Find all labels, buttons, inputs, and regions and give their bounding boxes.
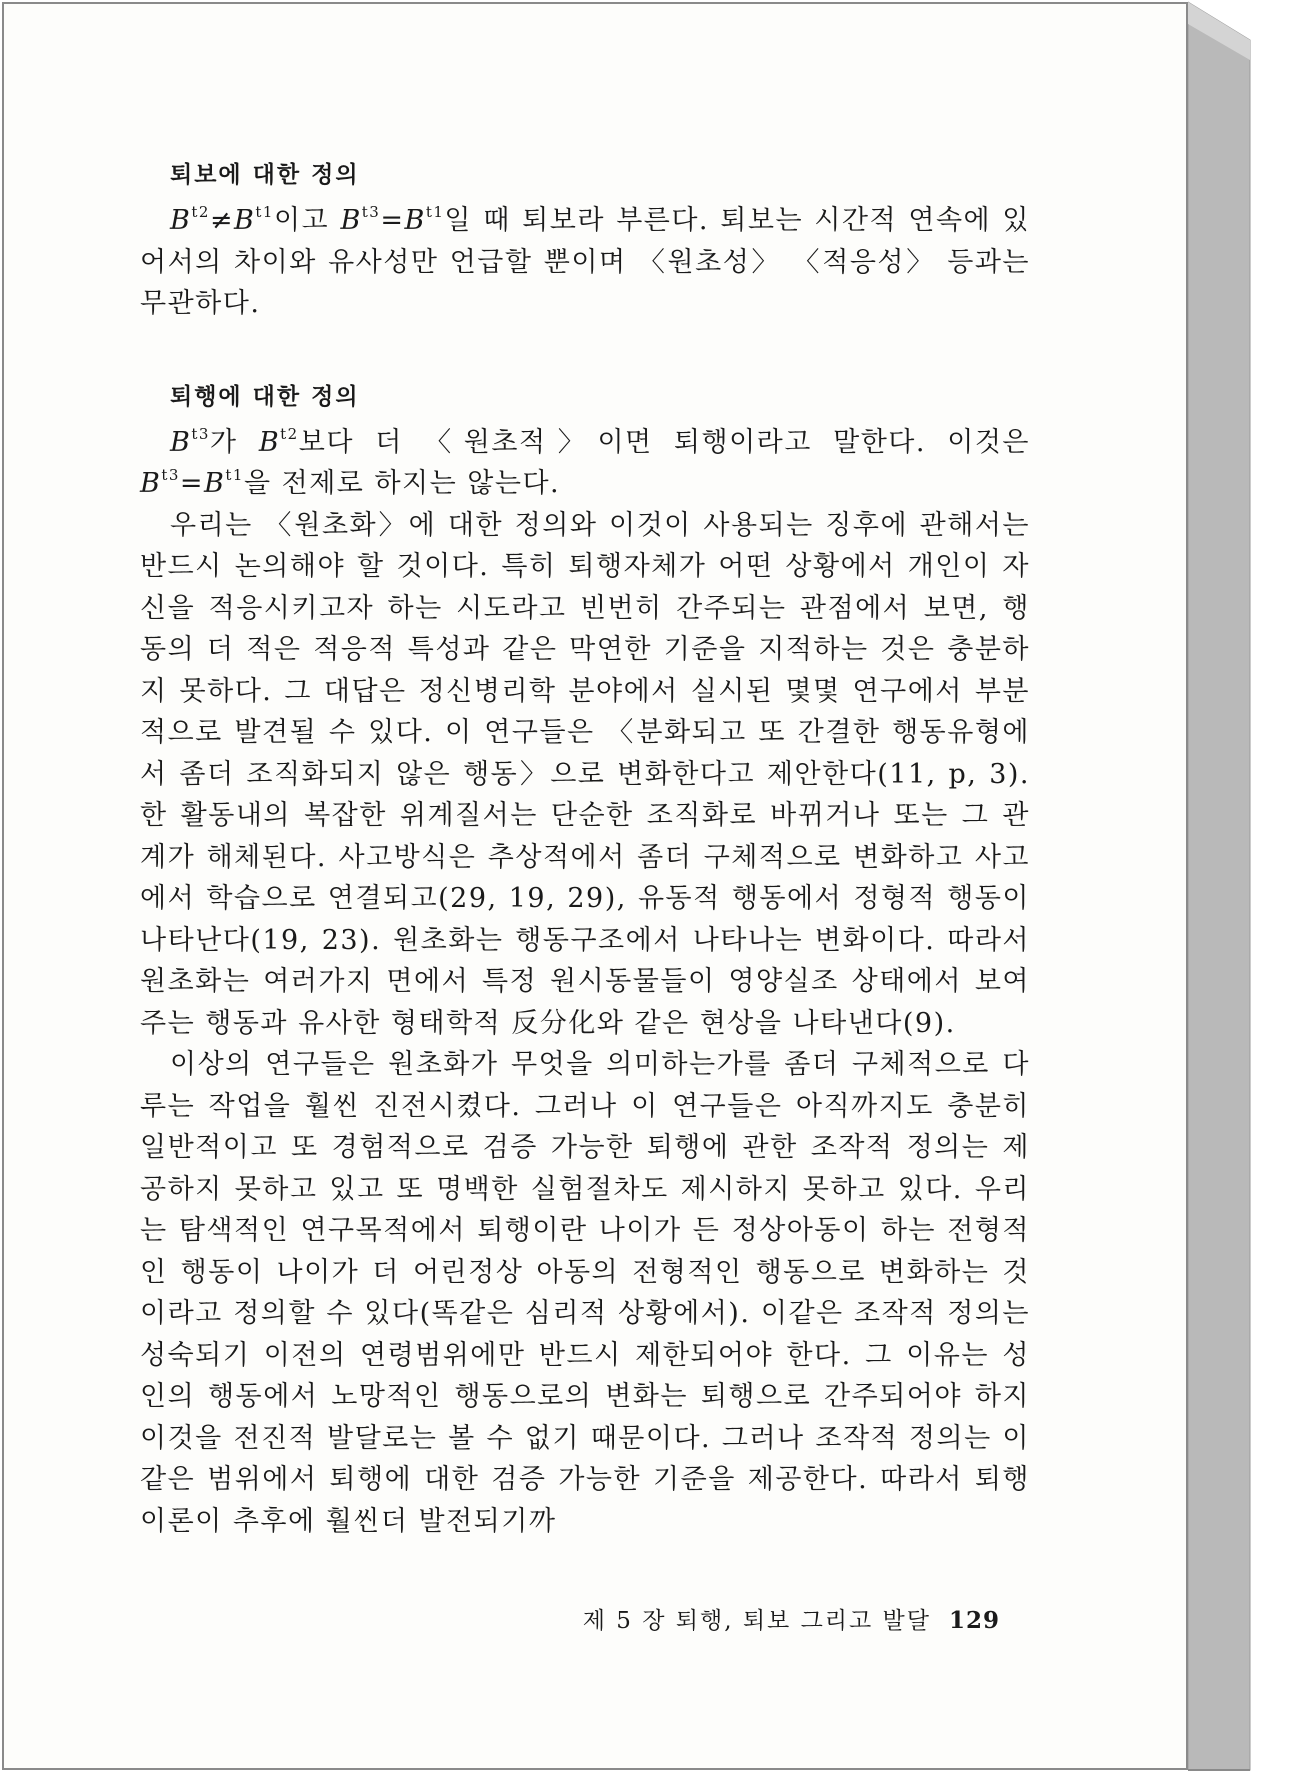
- section-heading-retrogression: 퇴행에 대한 정의: [170, 383, 360, 410]
- section-gap: [140, 325, 1030, 380]
- page-footer: [583, 1602, 1000, 1635]
- running-footer-chapter: 제 5 장 퇴행, 퇴보 그리고 발달: [582, 1608, 931, 1634]
- definition-regression: $B^{t2}\ne B^{t1}$이고 $B^{t3}=B^{t1}$일 때 퇴보라 부른다. 퇴보는 시간적 연속에 있어서의 차이와 유사성만 언급할 뿐이며 〈원초성〉 〈적응성〉 등과는 무관하다.: [140, 203, 1031, 319]
- page-number: 129: [948, 1607, 1000, 1634]
- book-side-edge: [1188, 0, 1288, 1773]
- section-heading-regression: 퇴보에 대한 정의: [170, 162, 360, 188]
- paragraph-studies: 이상의 연구들은 원초화가 무엇을 의미하는가를 좀더 구체적으로 다루는 작업을 훨씬 진전시켰다. 그러나 이 연구들은 아직까지도 충분히 일반적이고 또 경험적으로 검증 가능한 퇴행에 관한 조작적 정의는 제공하지 못하고 있고 또 명백한 실험절차도 제시하지 못하고 있다. 우리는 탐색적인 연구목적에서 퇴행이란 나이가 든 정상아동이 하는 전형적인 행동이 나이가 더 어린정상 아동의 전형적인 행동으로 변화하는 것이라고 정의할 수 있다(똑같은 심리적 상황에서). 이같은 조작적 정의는 성숙되기 이전의 연령범위에만 반드시 제한되어야 한다. 그 이유는 성인의 행동에서 노망적인 행동으로의 변화는 퇴행으로 간주되어야 하지 이것을 전진적 발달로는 볼 수 없기 때문이다. 그러나 조작적 정의는 이같은 범위에서 퇴행에 대한 검증 가능한 기준을 제공한다. 따라서 퇴행이론이 추후에 훨씬더 발전되기까: [140, 1049, 1030, 1537]
- paragraph-primitivization: 우리는 〈원초화〉에 대한 정의와 이것이 사용되는 징후에 관해서는 반드시 논의해야 할 것이다. 특히 퇴행자체가 어떤 상황에서 개인이 자신을 적응시키고자 하는 시도라고 빈번히 간주되는 관점에서 보면, 행동의 더 적은 적응적 특성과 같은 막연한 기준을 지적하는 것은 충분하지 못하다. 그 대답은 정신병리학 분야에서 실시된 몇몇 연구에서 부분적으로 발견될 수 있다. 이 연구들은 〈분화되고 또 간결한 행동유형에서 좀더 조직화되지 않은 행동〉으로 변화한다고 제안한다(11, p, 3). 한 활동내의 복잡한 위계질서는 단순한 조직화로 바뀌거나 또는 그 관계가 해체된다. 사고방식은 추상적에서 좀더 구체적으로 변화하고 사고에서 학습으로 연결되고(29, 19, 29), 유동적 행동에서 정형적 행동이 나타난다(19, 23). 원초화는 행동구조에서 나타나는 변화이다. 따라서 원초화는 여러가지 면에서 특정 원시동물들이 영양실조 상태에서 보여주는 행동과 유사한 형태학적 反分化와 같은 현상을 나타낸다(9).: [140, 509, 1030, 1039]
- definition-retrogression: $B^{t3}$가 $B^{t2}$보다 더 〈원초적〉이면 퇴행이라고 말한다. 이것은 $B^{t3}=B^{t1}$을 전제로 하지는 않는다.: [140, 424, 1030, 499]
- page-content: [140, 158, 1030, 1542]
